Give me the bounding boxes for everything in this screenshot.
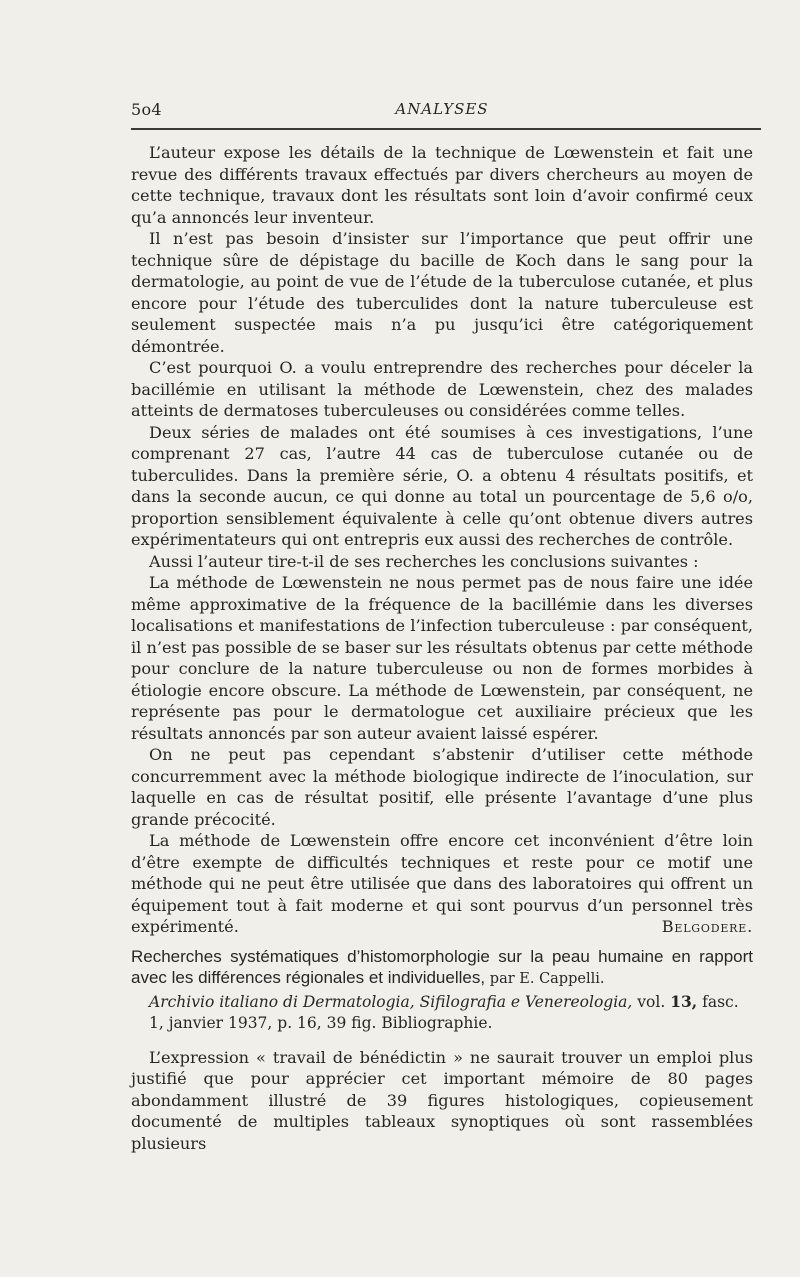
header-rule bbox=[131, 128, 761, 130]
review-last-text: La méthode de Lœwenstein offre encore cet inconvénient d’être loin d’être exempte de difficultés techniques et reste pour ce motif une méthode qui ne peut être utilisée que dans des laboratoires qui offrent un équipement tout à fait moderne et qui sont pourvus d’un personnel très expérimenté. bbox=[131, 831, 753, 936]
review-body bbox=[131, 142, 753, 938]
article-citation bbox=[131, 991, 753, 1035]
review-paragraph: C’est pourquoi O. a voulu entreprendre des recherches pour déceler la bacillémie en utilisant la méthode de Lœwenstein, chez des malades atteints de dermatoses tuberculeuses ou considérées comme telles. bbox=[131, 358, 753, 420]
article-title-text: Recherches systématiques d’histomorphologie sur la peau humaine en rapport avec les différences régionales et individuelles, bbox=[131, 946, 753, 987]
citation-details: fasc. 1, janvier 1937, p. 16, 39 fig. Bibliographie. bbox=[149, 992, 739, 1032]
journal-name: Archivio italiano di Dermatologia, Sifilografia e Venereologia, bbox=[149, 992, 633, 1011]
page-header bbox=[131, 96, 753, 128]
abstract-body bbox=[131, 1047, 753, 1155]
journal-page bbox=[131, 96, 753, 1154]
article-title bbox=[131, 946, 753, 991]
running-title: ANALYSES bbox=[395, 100, 489, 118]
review-paragraph: Il n’est pas besoin d’insister sur l’importance que peut offrir une technique sûre de dépistage du bacille de Koch dans le sang pour la dermatologie, au point de vue de l’étude de la tuberculose cutanée, et plus encore pour l’étude des tuberculides dont la nature tuberculeuse est seulement suspectée mais n’a pu jusqu’ici être catégoriquement démontrée. bbox=[131, 229, 753, 356]
review-paragraph-last bbox=[131, 830, 753, 938]
review-paragraph: Deux séries de malades ont été soumises à ces investigations, l’une comprenant 27 cas, l’autre 44 cas de tuberculose cutanée ou de tuberculides. Dans la première série, O. a obtenu 4 résultats positifs, et dans la seconde aucun, ce qui donne au total un pourcentage de 5,6 o/o, proportion sensiblement équivalente à celle qu’ont obtenue divers autres expérimentateurs qui ont entrepris eux aussi des recherches de contrôle. bbox=[131, 422, 753, 549]
article-author: par E. Cappelli. bbox=[489, 971, 605, 987]
abstract-paragraph: L’expression « travail de bénédictin » ne saurait trouver un emploi plus justifié que pour apprécier cet important mémoire de 80 pages abondamment illustré de 39 figures histologiques, copieusement documenté de multiples tableaux synoptiques où sont rassemblées plusieurs bbox=[131, 1047, 753, 1153]
review-paragraph: L’auteur expose les détails de la technique de Lœwenstein et fait une revue des différents travaux effectués par divers chercheurs au moyen de cette technique, travaux dont les résultats sont loin d’avoir confirmé ceux qu’a annoncés leur inventeur. bbox=[131, 143, 753, 227]
review-paragraph: On ne peut pas cependant s’abstenir d’utiliser cette méthode concurremment avec la méthode biologique indirecte de l’inoculation, sur laquelle en cas de résultat positif, elle présente l’avantage d’une plus grande précocité. bbox=[131, 745, 753, 829]
page-number: 5o4 bbox=[131, 100, 162, 119]
reviewer-signature: Belgodere. bbox=[661, 917, 753, 936]
review-paragraph: La méthode de Lœwenstein ne nous permet pas de nous faire une idée même approximative de la fréquence de la bacillémie dans les diverses localisations et manifestations de l’infection tuberculeuse : par conséquent, il n’est pas possible de se baser sur les résultats obtenus par cette méthode pour conclure de la nature tuberculeuse ou non de formes morbides à étiologie encore obscure. La méthode de Lœwenstein, par conséquent, ne représente pas pour le dermatologue cet auxiliaire précieux que les résultats annoncés par son auteur avaient laissé espérer. bbox=[131, 573, 753, 743]
review-paragraph: Aussi l’auteur tire-t-il de ses recherches les conclusions suivantes : bbox=[149, 551, 699, 571]
volume-prefix: vol. bbox=[637, 992, 666, 1011]
volume-number: 13, bbox=[670, 991, 698, 1011]
